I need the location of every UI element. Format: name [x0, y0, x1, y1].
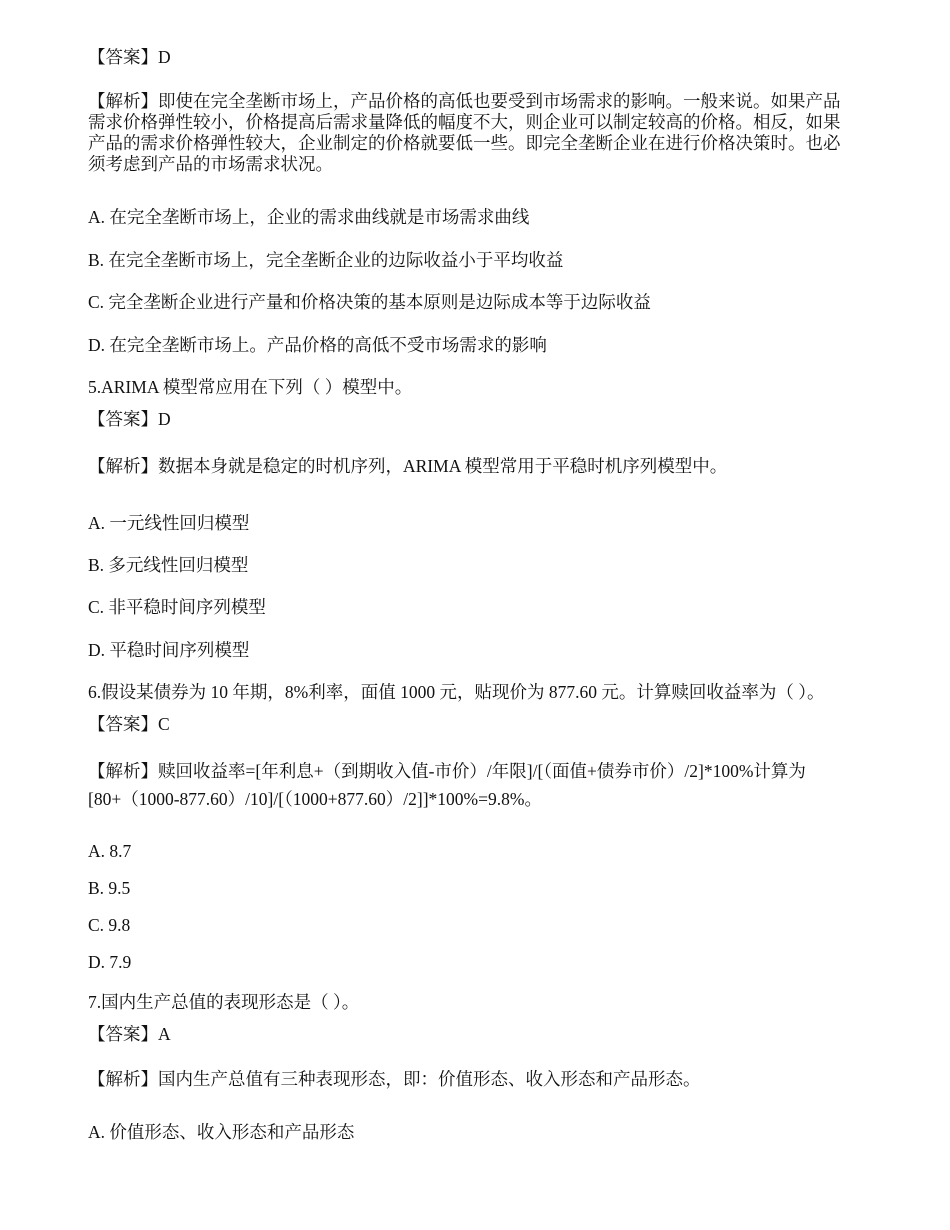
analysis-line: 产品的需求价格弹性较大，企业制定的价格就要低一些。即完全垄断企业在进行价格决策时。也必 — [88, 133, 841, 153]
analysis-line: 【解析】赎回收益率=[年利息+（到期收入值-市价）/年限]/[（面值+债券市价）/2]*100%计算为 — [88, 761, 806, 781]
option-a: A. 一元线性回归模型 — [88, 513, 250, 533]
analysis-line: 【解析】即使在完全垄断市场上，产品价格的高低也要受到市场需求的影响。一般来说。如果产品 — [88, 91, 841, 111]
option-d: D. 在完全垄断市场上。产品价格的高低不受市场需求的影响 — [88, 335, 547, 355]
option-a: A. 在完全垄断市场上，企业的需求曲线就是市场需求曲线 — [88, 207, 530, 227]
option-a: A. 价值形态、收入形态和产品形态 — [88, 1122, 355, 1142]
analysis-line: 【解析】国内生产总值有三种表现形态，即：价值形态、收入形态和产品形态。 — [88, 1069, 701, 1089]
option-b: B. 9.5 — [88, 878, 131, 898]
answer-line: 【答案】A — [88, 1024, 171, 1044]
option-a: A. 8.7 — [88, 841, 132, 861]
analysis-line: 须考虑到产品的市场需求状况。 — [88, 154, 333, 174]
analysis-line: 【解析】数据本身就是稳定的时机序列，ARIMA 模型常用于平稳时机序列模型中。 — [88, 456, 728, 476]
option-b: B. 多元线性回归模型 — [88, 555, 249, 575]
option-d: D. 7.9 — [88, 952, 132, 972]
question-5: 5.ARIMA 模型常应用在下列（ ）模型中。 — [88, 377, 413, 397]
analysis-line: [80+（1000-877.60）/10]/[（1000+877.60）/2]]*100%=9.8%。 — [88, 789, 542, 809]
option-c: C. 9.8 — [88, 915, 131, 935]
answer-line: 【答案】D — [88, 409, 171, 429]
option-b: B. 在完全垄断市场上，完全垄断企业的边际收益小于平均收益 — [88, 250, 564, 270]
option-c: C. 非平稳时间序列模型 — [88, 597, 266, 617]
option-c: C. 完全垄断企业进行产量和价格决策的基本原则是边际成本等于边际收益 — [88, 292, 651, 312]
question-6: 6.假设某债券为 10 年期，8%利率，面值 1000 元，贴现价为 877.60 元。计算赎回收益率为（ ）。 — [88, 682, 825, 702]
analysis-line: 需求价格弹性较小，价格提高后需求量降低的幅度不大，则企业可以制定较高的价格。相反，如果 — [88, 112, 841, 132]
option-d: D. 平稳时间序列模型 — [88, 640, 250, 660]
question-7: 7.国内生产总值的表现形态是（ ）。 — [88, 992, 360, 1012]
answer-line: 【答案】C — [88, 714, 170, 734]
answer-line: 【答案】D — [88, 47, 171, 67]
